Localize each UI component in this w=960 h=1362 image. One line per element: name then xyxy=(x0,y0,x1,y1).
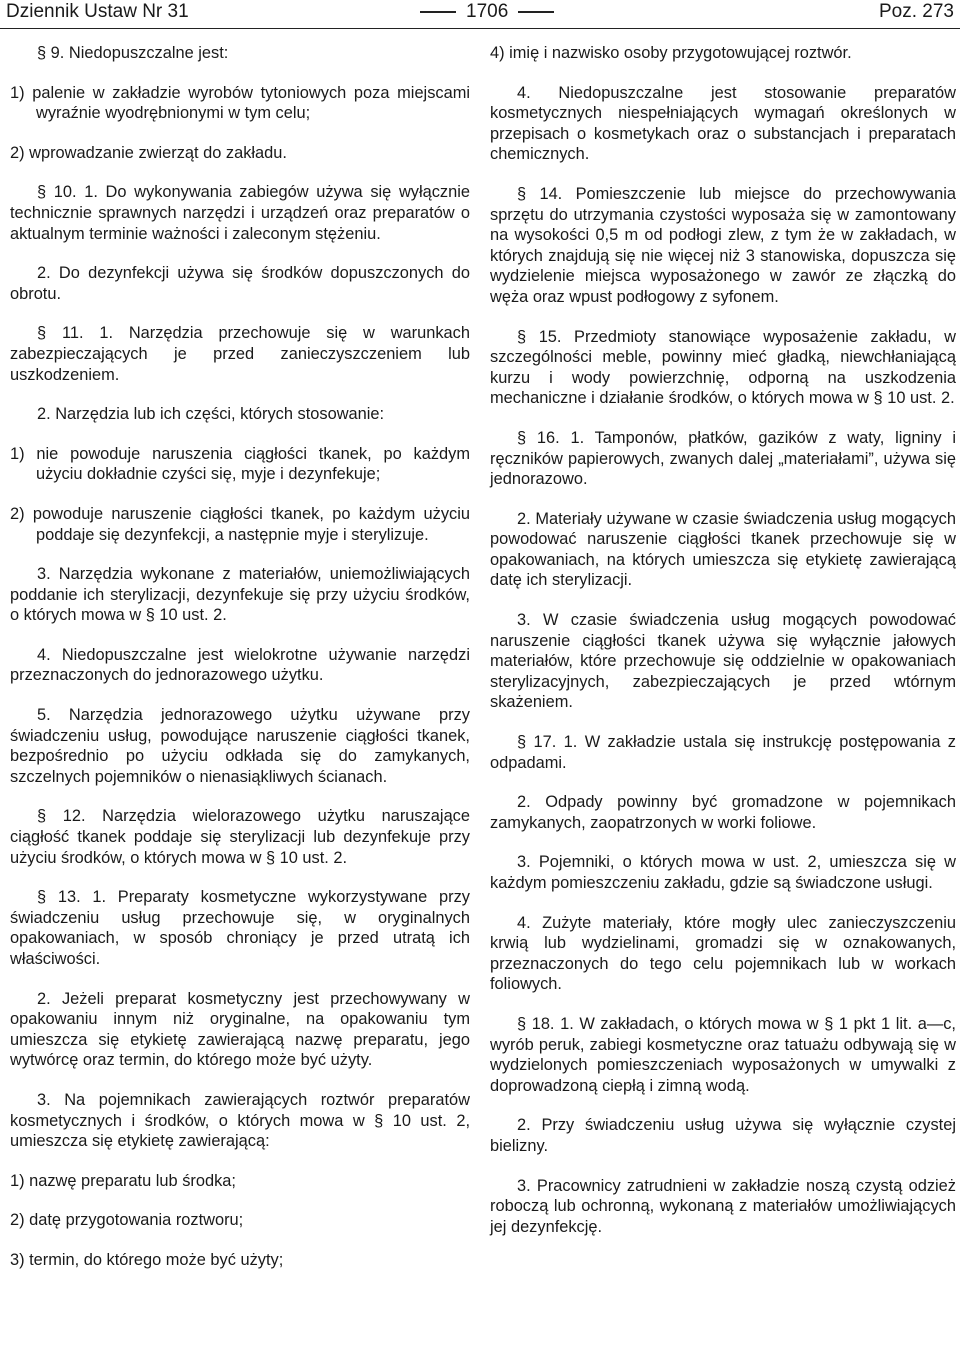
list-item-s9-1: 1) palenie w zakładzie wyrobów tytoniowych poza miejscami wyraźnie wyodrębnionymi w tym celu; xyxy=(10,83,470,123)
paragraph-s11-3: 3. Narzędzia wykonane z materiałów, uniemożliwiających poddanie ich sterylizacji, dezynfekuje się przy użyciu środków, o których mowa w § 10 ust. 2. xyxy=(10,565,470,625)
journal-title: Dziennik Ustaw Nr 31 xyxy=(6,1,189,22)
paragraph-s16-1: § 16. 1. Tamponów, płatków, gazików z waty, ligniny i ręczników papierowych, zwanych dalej „materiałami”, używa się jednorazowo. xyxy=(490,428,956,489)
paragraph-s9-title: § 9. Niedopuszczalne jest: xyxy=(37,44,229,62)
paragraph-s10-2: 2. Do dezynfekcji używa się środków dopuszczonych do obrotu. xyxy=(10,264,470,303)
left-column xyxy=(10,43,470,1290)
paragraph-s18-2: 2. Przy świadczeniu usług używa się wyłącznie czystej bielizny. xyxy=(490,1116,956,1155)
paragraph-s10-1: § 10. 1. Do wykonywania zabiegów używa się wyłącznie technicznie sprawnych narzędzi i urządzeń oraz preparatów o aktualnym terminie ważności i zaleconym stężeniu. xyxy=(10,183,470,243)
paragraph-s11-5: 5. Narzędzia jednorazowego użytku używane przy świadczeniu usług, powodujące naruszenie ciągłości tkanek, bezpośrednio po użyciu odkłada się do zamykanych, szczelnych pojemników o nienasiąkliwych ścianach. xyxy=(10,706,470,786)
paragraph-s16-2: 2. Materiały używane w czasie świadczenia usług mogących powodować naruszenie ciągłości tkanek przechowuje się w opakowaniach, na których umieszcza się etykietę zawierającą datę ich sterylizacji. xyxy=(490,509,956,590)
page-header xyxy=(0,0,960,29)
paragraph-s17-2: 2. Odpady powinny być gromadzone w pojemnikach zamykanych, zaopatrzonych w worki foliowe. xyxy=(490,793,956,832)
page-number-text: 1706 xyxy=(466,1,509,22)
paragraph-s17-3: 3. Pojemniki, o których mowa w ust. 2, umieszcza się w każdym pomieszczeniu zakładu, gdzie są świadczone usługi. xyxy=(490,853,956,892)
list-item-s13-3-4: 4) imię i nazwisko osoby przygotowującej roztwór. xyxy=(490,44,852,62)
paragraph-s12: § 12. Narzędzia wielorazowego użytku naruszające ciągłość tkanek poddaje się sterylizacji lub dezynfekuje przy użyciu środków, o których mowa w § 10 ust. 2. xyxy=(10,807,470,867)
paragraph-s16-3: 3. W czasie świadczenia usług mogących powodować naruszenie ciągłości tkanek używa się wyłącznie jałowych materiałów, które przechowuje się oddzielnie w opakowaniach sterylizacyjnych, zabezpieczających je przed wtórnym skażeniem. xyxy=(490,611,956,712)
dash-right xyxy=(518,11,554,13)
paragraph-s13-3: 3. Na pojemnikach zawierających roztwór preparatów kosmetycznych i środków, o których mowa w § 10 ust. 2, umieszcza się etykietę zawierającą: xyxy=(10,1090,470,1151)
list-item-s11-2-1: 1) nie powoduje naruszenia ciągłości tkanek, po każdym użyciu dokładnie czyści się, myje i dezynfekuje; xyxy=(10,444,470,484)
paragraph-s17-1: § 17. 1. W zakładzie ustala się instrukcję postępowania z odpadami. xyxy=(490,733,956,772)
paragraph-s13-1: § 13. 1. Preparaty kosmetyczne wykorzystywane przy świadczeniu usług przechowuje się, w oryginalnych opakowaniach, w sposób chroniący je przed utratą ich właściwości. xyxy=(10,888,470,968)
paragraph-s17-4: 4. Zużyte materiały, które mogły ulec zanieczyszczeniu krwią lub wydzielinami, gromadzi się w oznakowanych, przeznaczonych do tego celu pojemnikach lub w workach foliowych. xyxy=(490,913,956,994)
paragraph-s11-2: 2. Narzędzia lub ich części, których stosowanie: xyxy=(37,405,385,424)
list-item-s9-2: 2) wprowadzanie zwierząt do zakładu. xyxy=(10,143,287,162)
paragraph-s14: § 14. Pomieszczenie lub miejsce do przechowywania sprzętu do utrzymania czystości wyposaża się w zamontowany na wysokości 0,5 m od podłogi zlew, z tym że w zakładach, w których znajdują się nie więcej niż 3 stanowiska, dopuszcza się wydzielenie miejsca wyposażonego w zawór ze złączką do węża oraz wpust podłogowy z syfonem. xyxy=(490,184,956,306)
paragraph-s15: § 15. Przedmioty stanowiące wyposażenie zakładu, w szczególności meble, powinny mieć gładką, niewchłaniającą kurzu i wody powierzchnię, odporną na uszkodzenia mechaniczne i działanie środków, o których mowa w § 10 ust. 2. xyxy=(490,327,956,408)
paragraph-s13-4: 4. Niedopuszczalne jest stosowanie preparatów kosmetycznych niespełniających wymagań określonych w przepisach o kosmetykach oraz o substancjach i preparatach chemicznych. xyxy=(490,83,956,164)
paragraph-s18-1: § 18. 1. W zakładach, o których mowa w § 1 pkt 1 lit. a—c, wyrób peruk, zabiegi kosmetyczne oraz tatuażu odbywają się w wydzielonych pomieszczeniach wyposażonych w umywalki z doprowadzoną ciepłą i zimną wodą. xyxy=(490,1014,956,1095)
page-number xyxy=(410,0,564,24)
list-item-s13-3-2: 2) datę przygotowania roztworu; xyxy=(10,1211,244,1230)
list-item-s13-3-3: 3) termin, do którego może być użyty; xyxy=(10,1250,284,1269)
paragraph-s11-4: 4. Niedopuszczalne jest wielokrotne używanie narzędzi przeznaczonych do jednorazowego użytku. xyxy=(10,645,470,685)
position-number: Poz. 273 xyxy=(879,1,954,22)
list-item-s11-2-2: 2) powoduje naruszenie ciągłości tkanek, po każdym użyciu poddaje się dezynfekcji, a następnie myje i sterylizuje. xyxy=(10,504,470,544)
paragraph-s13-2: 2. Jeżeli preparat kosmetyczny jest przechowywany w opakowaniu innym niż oryginalne, na opakowaniu tym umieszcza się etykietę zawierającą nazwę preparatu, jego wytwórcę oraz termin, do którego może być użyty. xyxy=(10,989,470,1070)
paragraph-s11-1: § 11. 1. Narzędzia przechowuje się w warunkach zabezpieczających je przed zanieczyszczeniem lub uszkodzeniem. xyxy=(10,324,470,384)
list-item-s13-3-1: 1) nazwę preparatu lub środka; xyxy=(10,1171,236,1190)
right-column xyxy=(490,43,956,1256)
paragraph-s18-3: 3. Pracownicy zatrudnieni w zakładzie noszą czystą odzież roboczą lub ochronną, wykonaną z materiałów umożliwiających jej dezynfekcję. xyxy=(490,1176,956,1236)
dash-left xyxy=(420,11,456,13)
